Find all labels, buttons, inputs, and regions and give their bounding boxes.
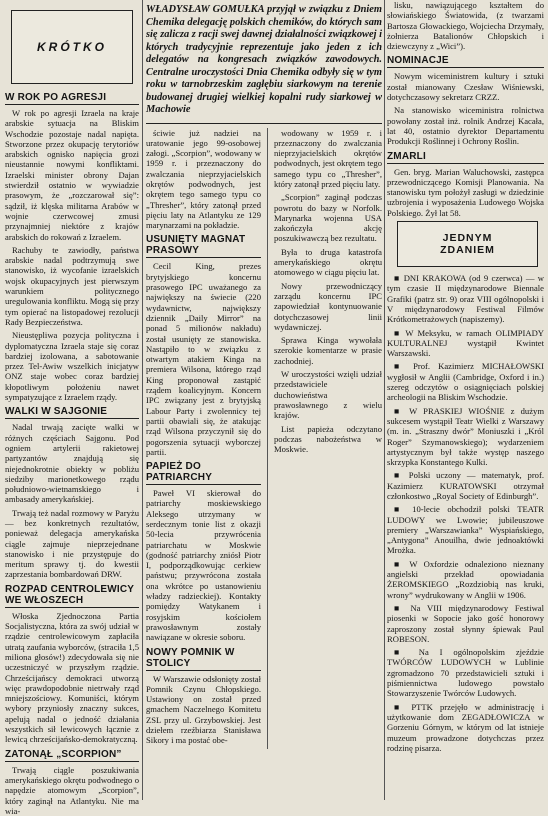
- jednym-zdaniem-box: [397, 221, 538, 267]
- headline-zatonal-scorpion: ZATONĄŁ „SCORPION”: [5, 749, 139, 762]
- headline-zmarli: ZMARLI: [387, 151, 544, 164]
- krotko-masthead-box: [11, 10, 133, 84]
- column-right: [387, 0, 544, 800]
- article-paragraph: Rachuby te zawiodły, państwa arabskie nadal podtrzymują swe stanowisko, iż wycofanie izraelskich wojsk okupacyjnych jest pierwszym warunkiem politycznego uregulowania konfliktu. Mogą się przy tym opierać na listopadowej rezolucji Rady Bezpieczeństwa.: [5, 244, 139, 327]
- subcolumn-divider: [267, 128, 268, 749]
- article-paragraph: W rok po agresji Izraela na kraje arabskie sytuacja na Bliskim Wschodzie pozostaje nadal napięta. Stworzone przez okupację terytoriów arabskich ognisko napięcia grozi nieustannie nowymi konfliktami. Izraelski minister obrony Dajan stwierdził ostatnio w wywiadzie prasowym, że „rozczarował się”: sądził, iż klęska militarna Arabów w wojnie czerwcowej zmusi przynajmniej niektóre z krajów arabskich do rokowań z Izraelem.: [5, 108, 139, 242]
- krotko-title: KRÓTKO: [37, 40, 107, 54]
- news-item: ■ W PRASKIEJ WIOŚNIE z dużym sukcesem wystąpił Teatr Wielki z Warszawy (m. in. „Straszny dwór” Moniuszki i „Król Roger” Szymanowskiego); wydarzeniem artystycznym był także występ naszego skrzypka Konstantego Kulki.: [387, 405, 544, 468]
- headline-papiez-do-patriarchy: PAPIEŻ DO PATRIARCHY: [146, 461, 261, 485]
- news-item: ■ W Meksyku, w ramach OLIMPIADY KULTURALNEJ wystąpił Kwintet Warszawski.: [387, 327, 544, 359]
- headline-walki-w-sajgonie: WALKI W SAJGONIE: [5, 406, 139, 419]
- article-paragraph: ściwie już nadziei na uratowanie jego 99-osobowej załogi. „Scorpion”, wodowany w 1959 r. i przeznaczony do zwalczania nieprzyjacielskich okrętów podwodnych, jest okrętem tego samego typu co „Thresher”, który zatonął przed pięciu laty na Atlantyku ze 129 marynarzami na pokładzie.: [146, 127, 261, 231]
- headline-nominacje: NOMINACJE: [387, 55, 544, 68]
- news-item: ■ Prof. Kazimierz MICHAŁOWSKI wygłosił w Anglii (Cambridge, Oxford i in.) szereg odczytów o osiągnięciach polskiej archeologii na Bliskim Wschodzie.: [387, 361, 544, 403]
- column-divider: [384, 0, 385, 800]
- headline-rozpad-centrolewicy: ROZPAD CENTROLEWICY WE WŁOSZECH: [5, 584, 139, 608]
- news-item: ■ Polski uczony — matematyk, prof. Kazimierz KURATOWSKI otrzymał członkostwo „Royal Society of Edinburgh”.: [387, 470, 544, 501]
- news-item: ■ 10-lecie obchodził polski TEATR LUDOWY we Lwowie; jubileuszowe premiery „Warszawianka” Wyspiańskiego, „Antygona” Anouilha, dwie jednoaktówki Mrożka.: [387, 504, 544, 556]
- headline-nowy-pomnik: NOWY POMNIK W STOLICY: [146, 647, 261, 671]
- article-paragraph: Trwają ciągle poszukiwania amerykańskiego okrętu podwodnego o napędzie atomowym „Scorpion”, który zaginął na Atlantyku. Nie ma wia-: [5, 764, 139, 816]
- article-paragraph: List papieża odczytano podczas nabożeństwa w Moskwie.: [274, 423, 382, 455]
- article-paragraph: Była to druga katastrofa amerykańskiego okrętu atomowego w ciągu pięciu lat.: [274, 246, 382, 278]
- headline-usuniety-magnat: USUNIĘTY MAGNAT PRASOWY: [146, 234, 261, 258]
- news-item: ■ DNI KRAKOWA (od 9 czerwca) — w tym czasie II międzynarodowe Biennale Grafiki (patrz str. 9) oraz VIII ogólnopolski i V międzynarodowy Festiwal Filmów Krótkometrażowych (napiszemy).: [387, 273, 544, 325]
- article-paragraph: Sprawa Kinga wywołała szerokie komentarze w prasie zachodniej.: [274, 335, 382, 366]
- article-paragraph: Nieustępliwa pozycja polityczna i dyplomatyczna Izraela staje się coraz bardziej izolowana, a sabotowanie przez Tel-Awiw wszelkich inicjatyw ONZ staje wobec coraz bardziej kłopotliwym położeniu nawet sympatyzujące z Izraelem rządy.: [5, 330, 139, 403]
- article-paragraph: „Scorpion” zaginął podczas powrotu do bazy w Norfolk. Marynarka wojenna USA zakończyła akcję poszukiwawczą bez rezultatu.: [274, 192, 382, 244]
- article-paragraph: Gen. bryg. Marian Waluchowski, zastępca przewodniczącego Komisji Planowania. Na stanowisku tym położył zasługi w dziedzinie uzbrojenia i wyposażenia Ludowego Wojska Polskiego. Żył lat 58.: [387, 166, 544, 218]
- jednym-title-line1: JEDNYM: [442, 232, 493, 245]
- column-divider: [142, 0, 143, 800]
- article-paragraph: Nowym wiceministrem kultury i sztuki został mianowany Czesław Wiśniewski, dotychczasowy sekretarz CRZZ.: [387, 71, 544, 103]
- news-item: ■ PTTK przejęło w administrację i użytkowanie dom ZEGADŁOWICZA w Gorzeniu Górnym, w którym od lat istnieje muzeum prowadzone dotychczas przez rodzinę pisarza.: [387, 701, 544, 753]
- news-item: ■ W Oxfordzie odnaleziono nieznany angielski przekład opowiadania ŻEROMSKIEGO „Rozdziobią nas kruki, wrony” wydrukowany w Anglii w 1906.: [387, 558, 544, 600]
- headline-w-rok-po-agresji: W ROK PO AGRESJI: [5, 92, 139, 105]
- gomulka-lead-paragraph: WŁADYSŁAW GOMUŁKA przyjął w związku z Dniem Chemika delegację polskich chemików, do których sam się zalicza z racji swej dawnej działalności związkowej i których tradycyjnie reprezentuje jako jeden z ich delegatów na kongresach związków zawodowych. Centralne uroczystości Dnia Chemika odbyły się w tym roku w tarnobrzeskim zagłębiu siarkowym na terenie budowanej drugiej wielkiej kopalni rudy siarkowej w Machowie: [146, 4, 382, 115]
- column-middle: [146, 0, 382, 800]
- middle-subcolumn-left: [146, 128, 261, 749]
- article-paragraph: wodowany w 1959 r. i przeznaczony do zwalczania nieprzyjacielskich okrętów podwodnych, jest okrętem tego samego typu co „Thresher”, który zatonął przed pięciu laty.: [274, 127, 382, 189]
- news-item: ■ Na I ogólnopolskim zjeździe TWÓRCÓW LUDOWYCH w Lublinie zgromadzono 70 przedstawicieli sztuki i piśmiennictwa ludowego powstało Stowarzyszenie Twórców Ludowych.: [387, 647, 544, 699]
- jednym-title-line2: ZDANIEM: [440, 244, 495, 257]
- news-item: ■ Na VIII międzynarodowy Festiwal piosenki w Sopocie jako gość honorowy zaproszony został słynny śpiewak Paul ROBESON.: [387, 602, 544, 644]
- article-paragraph: lisku, nawiązującego kształtem do słowiańskiego Światowida, (z twarzami Bartosza Głowackiego, Wojciecha Drzymały, żołnierza Batalionów Chłopskich i dziewczyny z „Wici”).: [387, 0, 544, 52]
- article-paragraph: Włoska Zjednoczona Partia Socjalistyczna, która za swój udział w rządzie centrolewicowym zapłaciła utratą zaufania wyborców, (straciła 1,5 miliona głosów!) zdecydowała się nie uczestniczyć w przyszłym rządzie. Chrześcijańscy demokraci utworzą więc prawdopodobnie nietrwały rząd mniejszościowy. Komuniści, którym wybory przyniosły znaczny sukces, apelują nadal o jedność działania wszystkich sił lewicowych łącznie z lewicą chrześcijańsko-demokratyczną.: [5, 610, 139, 745]
- article-paragraph: Na stanowisko wiceministra rolnictwa powołany został inż. rolnik Andrzej Kacała, lat 40, ostatnio dyrektor Departamentu Produkcji Roślinnej i Ochrony Roślin.: [387, 105, 544, 147]
- section-divider: [146, 123, 382, 124]
- article-paragraph: Nadal trwają zacięte walki w różnych częściach Sajgonu. Pod ogniem artylerii rakietowej partyzantów znajdują się niejednokrotnie obiekty w pobliżu siedziby marionetkowego rządu południowo-wietnamskiego i ambasady amerykańskiej.: [5, 422, 139, 505]
- article-paragraph: Trwają też nadal rozmowy w Paryżu — bez konkretnych rezultatów, ponieważ delegacja amerykańska ciągle zajmuje nieprzejednane stanowisko i nie przystępuje do meritum sprawy tj. do kwestii zaprzestania bombardowań DRW.: [5, 507, 139, 580]
- middle-subcolumns: [146, 128, 382, 749]
- article-paragraph: W Warszawie odsłonięty został Pomnik Czynu Chłopskiego. Ustawiony on został przed gmachem Naczelnego Komitetu ZSL przy ul. Grzybowskiej. Jest dziełem rzeźbiarza Stanisława Sikory i ma postać obe-: [146, 673, 261, 746]
- article-paragraph: Paweł VI skierował do patriarchy moskiewskiego Aleksego utrzymany w serdecznym tonie list z okazji 50-lecia przywrócenia patriarchatu w Moskwie (godność patriarchy zniósł Piotr I, podporządkowując cerkiew państwu; przywrócona została ona wkrótce po ustanowieniu władzy radzieckiej). Kontakty pomiędzy Watykanem i rosyjskim kościołem prawosławnym zostały nawiązane w okresie soboru.: [146, 488, 261, 643]
- article-paragraph: W uroczystości wzięli udział przedstawiciele duchowieństwa prawosławnego z wielu krajów.: [274, 369, 382, 421]
- middle-subcolumn-right: [274, 128, 382, 749]
- column-left: [5, 0, 139, 816]
- article-paragraph: Nowy przewodniczący zarządu koncernu IPC zapowiedział kontynuowanie dotychczasowej linii wydawniczej.: [274, 280, 382, 332]
- article-paragraph: Cecil King, prezes brytyjskiego koncernu prasowego IPC uważanego za największy na świecie (220 wydawnictw, największy dziennik „Daily Mirror” na ponad 5 milionów nakładu) został usunięty ze stanowiska. Nastąpiło to w związku z otwartym atakiem Kinga na premiera Wilsona, którego rząd King proponował zastąpić rządem koalicyjnym. Koncern IPC związany jest z brytyjską Labour Party i zwolennicy tej partii obawiali się, że atakując rząd Wilsona przyczynił się do pogorszenia sytuacji wyborczej partii.: [146, 261, 261, 457]
